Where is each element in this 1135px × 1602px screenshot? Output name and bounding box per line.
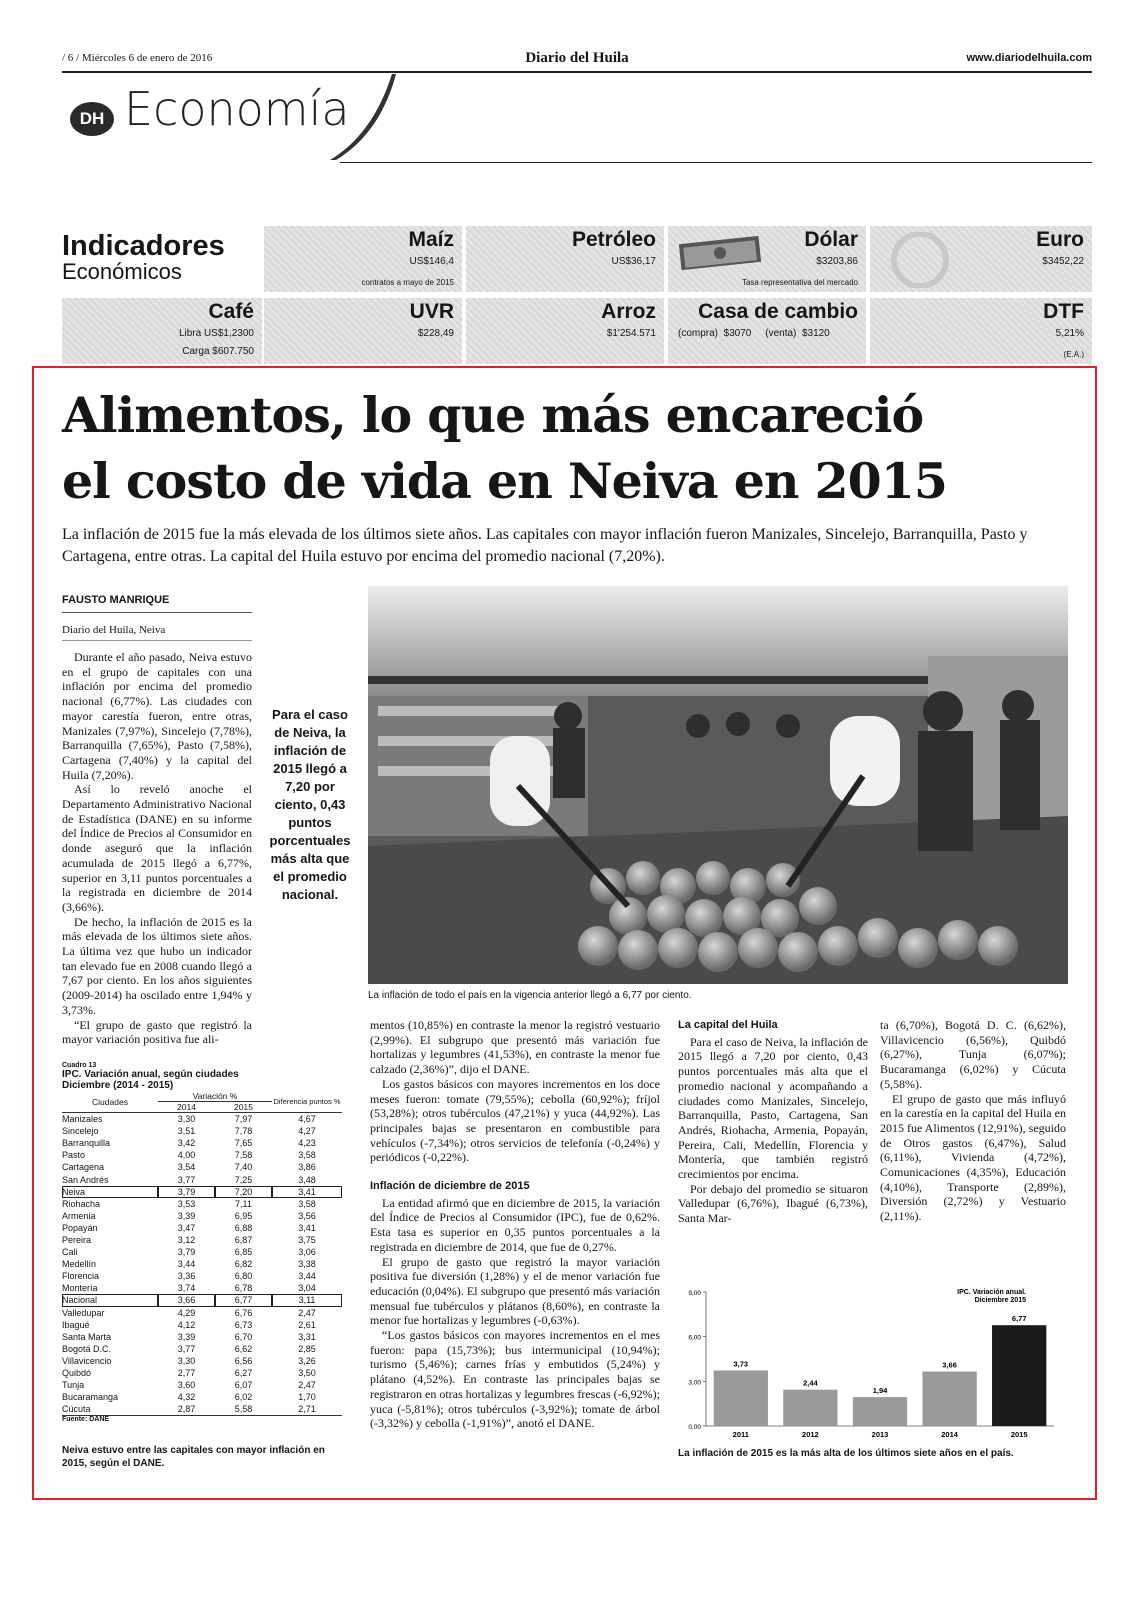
table-row bbox=[62, 1307, 342, 1319]
page-header bbox=[62, 52, 1092, 70]
table-row bbox=[62, 1113, 342, 1126]
table-number: Cuadro 13 bbox=[62, 1062, 97, 1069]
value-cell: 4,67 bbox=[298, 1114, 316, 1125]
table-row bbox=[62, 1355, 342, 1367]
value-cell: 2,47 bbox=[298, 1380, 316, 1391]
value-cell: 3,06 bbox=[298, 1247, 316, 1258]
table-row bbox=[62, 1282, 342, 1294]
indicators-heading bbox=[62, 230, 262, 285]
header-difference: Diferencia puntos % bbox=[272, 1091, 342, 1113]
section-title: Economía bbox=[124, 82, 350, 136]
table-row bbox=[62, 1210, 342, 1222]
city-cell: Cartagena bbox=[62, 1162, 105, 1173]
banknote-icon bbox=[676, 232, 766, 272]
value-cell: 3,30 bbox=[177, 1355, 196, 1366]
header-2014: 2014 bbox=[158, 1102, 215, 1113]
lead-paragraph: La inflación de 2015 fue la más elevada de los últimos siete años. Las capitales con mayor inflación fueron Manizales, Sincelejo, Barranquilla, Pasto y Cartagena, entre otras. La capital del Huila estuvo por encima del promedio nacional (7,20%). bbox=[62, 526, 1028, 565]
city-cell: Bucaramanga bbox=[62, 1392, 119, 1403]
value-cell: 3,66 bbox=[158, 1294, 215, 1306]
header-variation: Variación % bbox=[158, 1091, 272, 1102]
table-row bbox=[62, 1343, 342, 1355]
euro-icon bbox=[890, 232, 950, 288]
city-cell: Medellín bbox=[62, 1259, 97, 1270]
value-cell: 2,61 bbox=[298, 1319, 316, 1330]
header-2015: 2015 bbox=[215, 1102, 272, 1113]
value-cell: 6,85 bbox=[234, 1247, 253, 1258]
value-cell: 6,78 bbox=[234, 1283, 253, 1294]
paragraph: El grupo de gasto que más influyó en la carestía en la capital del Huila en 2015 fue Alimentos (12,91%), seguido de Otros gastos (6,47%), Salud (6,11%), Vivienda (4,72%), Comunicaciones (4,35%), Educación (4,10%), Transporte (2,89%), Diversión (2,72%) y Vestuario (2,11%). bbox=[880, 1091, 1066, 1224]
indicator-dtf: DTF 5,21% (E.A.) bbox=[870, 298, 1092, 364]
value-cell: 3,44 bbox=[298, 1271, 316, 1282]
value-cell: 6,27 bbox=[234, 1368, 253, 1379]
value-cell: 3,47 bbox=[177, 1222, 196, 1233]
table-source: Fuente: DANE bbox=[62, 1415, 342, 1423]
bar-value-label: 3,66 bbox=[942, 1360, 957, 1370]
indicator-arroz: Arroz $1'254.571 bbox=[466, 298, 664, 364]
city-cell: Sincelejo bbox=[62, 1126, 99, 1137]
value-cell: 6,82 bbox=[234, 1259, 253, 1270]
bar-value-label: 1,94 bbox=[872, 1386, 888, 1396]
value-cell: 3,31 bbox=[298, 1331, 316, 1342]
value-cell: 2,47 bbox=[298, 1307, 316, 1318]
value-cell: 6,73 bbox=[234, 1319, 253, 1330]
value-cell: 3,39 bbox=[177, 1210, 196, 1221]
city-cell: Pasto bbox=[62, 1150, 86, 1161]
indicator-casa-de-cambio: Casa de cambio (compra) $3070 (venta) $3120 bbox=[668, 298, 866, 364]
city-cell: Florencia bbox=[62, 1271, 100, 1282]
city-cell: Cúcuta bbox=[62, 1404, 91, 1415]
x-tick-label: 2015 bbox=[1010, 1430, 1028, 1439]
bar-value-label: 6,77 bbox=[1011, 1314, 1027, 1324]
produce-stand-illustration bbox=[368, 586, 1068, 984]
headline bbox=[62, 382, 1092, 514]
table-title-2: Diciembre (2014 - 2015) bbox=[62, 1080, 174, 1091]
bar-2013 bbox=[853, 1397, 907, 1426]
value-cell: 3,58 bbox=[298, 1198, 316, 1209]
value-cell: 6,88 bbox=[234, 1222, 253, 1233]
header-rule bbox=[62, 71, 1092, 73]
section-swoosh bbox=[330, 72, 410, 164]
table-row bbox=[62, 1403, 342, 1415]
value-cell: 7,11 bbox=[235, 1198, 252, 1209]
value-cell: 3,60 bbox=[177, 1380, 196, 1391]
value-cell: 6,76 bbox=[234, 1307, 253, 1318]
bar-2012 bbox=[783, 1390, 837, 1426]
table-row bbox=[62, 1270, 342, 1282]
city-cell: Bogotá D.C. bbox=[62, 1343, 112, 1354]
paragraph: ta (6,70%), Bogotá D. C. (6,62%), Villavicencio (6,56%), Quibdó (6,27%), Tunja (6,07%); Bucaramanga (6,02%) y Cúcuta (5,58%). bbox=[880, 1018, 1066, 1091]
value-cell: 3,51 bbox=[177, 1126, 196, 1137]
pull-quote: Para el caso de Neiva, la inflación de 2015 llegó a 7,20 por ciento, 0,43 puntos porcentuales más alta que el promedio nacional. bbox=[269, 707, 351, 902]
table-caption: Neiva estuvo entre las capitales con mayor inflación en 2015, según el DANE. bbox=[62, 1445, 325, 1469]
value-cell: 3,44 bbox=[177, 1259, 196, 1270]
table-row bbox=[62, 1222, 342, 1234]
website-link[interactable]: www.diariodelhuila.com bbox=[966, 52, 1092, 64]
header-cities: Ciudades bbox=[62, 1091, 158, 1113]
table-row bbox=[62, 1173, 342, 1185]
bar-value-label: 3,73 bbox=[733, 1359, 749, 1369]
indicator-maiz: Maíz US$146,4 contratos a mayo de 2015 bbox=[264, 226, 462, 292]
table-row bbox=[62, 1319, 342, 1331]
city-cell: Santa Marta bbox=[62, 1331, 112, 1342]
value-cell: 2,71 bbox=[298, 1404, 316, 1415]
value-cell: 4,29 bbox=[177, 1307, 196, 1318]
value-cell: 3,58 bbox=[298, 1150, 316, 1161]
city-cell: Ibagué bbox=[62, 1319, 90, 1330]
city-cell: Neiva bbox=[62, 1186, 158, 1198]
ipc-table-body bbox=[62, 1113, 342, 1416]
value-cell: 6,07 bbox=[234, 1380, 253, 1391]
value-cell: 7,78 bbox=[234, 1126, 253, 1137]
value-cell: 3,38 bbox=[298, 1259, 316, 1270]
value-cell: 7,58 bbox=[234, 1150, 253, 1161]
byline: FAUSTO MANRIQUE bbox=[62, 594, 252, 613]
value-cell: 3,86 bbox=[298, 1162, 316, 1173]
value-cell: 3,53 bbox=[177, 1198, 196, 1209]
value-cell: 3,41 bbox=[272, 1186, 342, 1198]
value-cell: 6,80 bbox=[234, 1271, 253, 1282]
table-row bbox=[62, 1137, 342, 1149]
table-row bbox=[62, 1161, 342, 1173]
column-4 bbox=[880, 1018, 1066, 1224]
value-cell: 3,36 bbox=[177, 1271, 196, 1282]
table-row bbox=[62, 1149, 342, 1161]
paragraph: La entidad afirmó que en diciembre de 2015, la variación del Índice de Precios al Consumidor (IPC), fue de 0,62%. Esta tasa es superior en 0,35 puntos porcentuales a la registrada en diciembre de 2014, que fue de 0,27%. bbox=[370, 1195, 660, 1254]
value-cell: 1,70 bbox=[298, 1392, 316, 1403]
value-cell: 4,23 bbox=[298, 1138, 316, 1149]
city-cell: San Andrés bbox=[62, 1174, 109, 1185]
bar-2014 bbox=[922, 1372, 976, 1426]
y-tick-label: 9,00 bbox=[688, 1290, 701, 1297]
dh-logo: DH bbox=[70, 102, 114, 136]
value-cell: 3,12 bbox=[177, 1234, 196, 1245]
paragraph: mentos (10,85%) en contraste la menor la registró vestuario (2,99%). El subgrupo que presentó más variación fue hortalizas y legumbres (41,53%), en contraste la menor fue calzado (2,36%)”, dijo el DANE. bbox=[370, 1018, 660, 1077]
value-cell: 6,70 bbox=[234, 1331, 253, 1342]
column-1 bbox=[62, 650, 252, 1047]
city-cell: Manizales bbox=[62, 1114, 103, 1125]
x-tick-label: 2013 bbox=[871, 1430, 889, 1439]
value-cell: 6,77 bbox=[215, 1294, 272, 1306]
paragraph: De hecho, la inflación de 2015 es la más elevada de los últimos siete años. La última vez que hubo un indicador tan elevado fue en 2008 cuando llegó a 7,67 por ciento. En los años siguientes (2009-2014) ha oscilado entre 1,94% y 3,73%. bbox=[62, 914, 252, 1017]
value-cell: 3,48 bbox=[298, 1174, 316, 1185]
value-cell: 3,56 bbox=[298, 1210, 316, 1221]
x-tick-label: 2014 bbox=[941, 1430, 958, 1439]
table-row bbox=[62, 1294, 342, 1306]
table-row bbox=[62, 1379, 342, 1391]
column-3 bbox=[678, 1014, 868, 1226]
inflation-bar-chart bbox=[672, 1280, 1064, 1440]
value-cell: 4,32 bbox=[177, 1392, 196, 1403]
table-row bbox=[62, 1258, 342, 1270]
value-cell: 4,12 bbox=[177, 1319, 196, 1330]
value-cell: 7,25 bbox=[234, 1174, 253, 1185]
y-tick-label: 3,00 bbox=[688, 1379, 701, 1387]
y-tick-label: 0,00 bbox=[688, 1424, 701, 1431]
city-cell: Quibdó bbox=[62, 1368, 92, 1379]
paragraph: “El grupo de gasto que registró la mayor variación positiva fue ali- bbox=[62, 1017, 252, 1047]
value-cell: 6,87 bbox=[234, 1234, 253, 1245]
value-cell: 3,54 bbox=[177, 1162, 196, 1173]
value-cell: 3,39 bbox=[177, 1331, 196, 1342]
value-cell: 7,20 bbox=[215, 1186, 272, 1198]
value-cell: 2,85 bbox=[298, 1343, 316, 1354]
value-cell: 3,04 bbox=[298, 1283, 316, 1294]
ipc-table-box bbox=[62, 1062, 342, 1423]
value-cell: 3,75 bbox=[298, 1234, 316, 1245]
column-2 bbox=[370, 1018, 660, 1431]
value-cell: 3,79 bbox=[177, 1247, 196, 1258]
indicator-euro: Euro $3452,22 bbox=[870, 226, 1092, 292]
table-row bbox=[62, 1125, 342, 1137]
city-cell: Armenia bbox=[62, 1210, 96, 1221]
value-cell: 5,58 bbox=[234, 1404, 253, 1415]
dateline: Diario del Huila, Neiva bbox=[62, 624, 252, 641]
paragraph: Durante el año pasado, Neiva estuvo en el grupo de capitales con una inflación por encima del promedio nacional (6,77%). Las ciudades con mayor carestía fueron, entre otras, Manizales (7,97%), Sincelejo (7,78%), Barranquilla (7,65%), Pasto (7,58%), Cartagena (7,40%) y la capital del Huila (7,20%). bbox=[62, 650, 252, 782]
section-rule bbox=[340, 162, 1092, 163]
indicators-subtitle: Económicos bbox=[62, 259, 182, 284]
value-cell: 4,00 bbox=[177, 1150, 196, 1161]
subheading-capital: La capital del Huila bbox=[678, 1019, 778, 1031]
value-cell: 2,87 bbox=[177, 1404, 196, 1415]
value-cell: 3,77 bbox=[177, 1174, 196, 1185]
chart-title-line: Diciembre 2015 bbox=[974, 1297, 1026, 1304]
page-date: / 6 / Miércoles 6 de enero de 2016 bbox=[62, 52, 213, 64]
city-cell: Villavicencio bbox=[62, 1355, 112, 1366]
city-cell: Valledupar bbox=[62, 1307, 105, 1318]
value-cell: 3,77 bbox=[177, 1343, 196, 1354]
table-row bbox=[62, 1367, 342, 1379]
value-cell: 6,02 bbox=[234, 1392, 253, 1403]
table-row bbox=[62, 1186, 342, 1198]
chart-title-line: IPC. Variación anual. bbox=[957, 1289, 1026, 1296]
value-cell: 7,97 bbox=[234, 1114, 253, 1125]
bar-2015 bbox=[992, 1325, 1046, 1426]
value-cell: 2,77 bbox=[177, 1368, 196, 1379]
y-tick-label: 6,00 bbox=[688, 1334, 701, 1342]
indicator-cafe: Café Libra US$1,2300 Carga $607.750 bbox=[62, 298, 262, 364]
value-cell: 3,79 bbox=[158, 1186, 215, 1198]
value-cell: 3,26 bbox=[298, 1355, 316, 1366]
city-cell: Popayán bbox=[62, 1222, 98, 1233]
city-cell: Barranquilla bbox=[62, 1138, 111, 1149]
value-cell: 3,41 bbox=[298, 1222, 316, 1233]
bar-value-label: 2,44 bbox=[803, 1378, 818, 1388]
headline-line-1: Alimentos, lo que más encareció bbox=[62, 386, 924, 444]
paragraph: Así lo reveló anoche el Departamento Administrativo Nacional de Estadística (DANE) en su informe del Índice de Precios al Consumidor en donde aseguró que la inflación acumulada de 2015 llegó a 6,77%, superior en 3,11 puntos porcentuales a la registrada en diciembre de 2014 (3,66%). bbox=[62, 782, 252, 914]
value-cell: 6,62 bbox=[234, 1343, 253, 1354]
value-cell: 3,42 bbox=[177, 1138, 196, 1149]
table-row bbox=[62, 1234, 342, 1246]
paragraph: “Los gastos básicos con mayores incrementos en el mes fueron: papa (15,73%); bus intermunicipal (10,94%); turismo (5,46%); carnes frías y embutidos (5,24%) y plátano (4,52%). En contraste las principales bajas se registraron en otras hortalizas y legumbres frescas (-6,92%); yuca (-5,81%); otros tubérculos (-3,92%); tomate de árbol (-3,32%) y cebolla (-1,91%)”, anotó el DANE. bbox=[370, 1328, 660, 1431]
indicators-title: Indicadores bbox=[62, 230, 225, 262]
table-title-1: IPC. Variación anual, según ciudades bbox=[62, 1069, 239, 1080]
city-cell: Tunja bbox=[62, 1380, 85, 1391]
paragraph: El grupo de gasto que registró la mayor variación positiva fue diversión (1,28%) y el de menor variación fue educación (0,04%). El subgrupo que presentó más variación mensual fue tubérculos y plátanos (8,60%), en contraste la menor fue hortalizas y legumbres (-0,63%). bbox=[370, 1254, 660, 1328]
indicator-uvr: UVR $228,49 bbox=[264, 298, 462, 364]
indicators-panel bbox=[62, 226, 1092, 364]
photo-caption: La inflación de todo el país en la vigencia anterior llegó a 6,77 por ciento. bbox=[368, 990, 692, 1001]
indicator-petroleo: Petróleo US$36,17 bbox=[466, 226, 664, 292]
subheading-december: Inflación de diciembre de 2015 bbox=[370, 1180, 530, 1193]
value-cell: 3,11 bbox=[272, 1294, 342, 1306]
paragraph: Para el caso de Neiva, la inflación de 2015 llegó a 7,20 por ciento, 0,43 puntos porcentuales más alta que el promedio nacional y acompañando a ciudades como Manizales, Sincelejo, Barranquilla, Pasto, Cartagena, San Andrés, Riohacha, Armenia, Popayán, Pereira, Cali, Medellín, Florencia y Montería, que también registró crecimientos por encima. bbox=[678, 1034, 868, 1182]
city-cell: Cali bbox=[62, 1247, 78, 1258]
table-row bbox=[62, 1246, 342, 1258]
table-row bbox=[62, 1331, 342, 1343]
value-cell: 3,50 bbox=[298, 1368, 316, 1379]
paragraph: Los gastos básicos con mayores incrementos en los doce meses fueron: tomate (79,55%); cebolla (60,92%); fríjol (53,28%); otros tubérculos (47,21%) y yuca (44,92%). Las principales bajas se presentaron en combustible para vehículos (-7,34%); otros servicios de telefonía (-0,24%) y periódicos (-0,22%). bbox=[370, 1076, 660, 1165]
market-photo bbox=[368, 586, 1068, 984]
x-tick-label: 2011 bbox=[732, 1430, 749, 1439]
chart-caption: La inflación de 2015 es la más alta de los últimos siete años en el país. bbox=[678, 1448, 1014, 1459]
table-row bbox=[62, 1391, 342, 1403]
value-cell: 3,30 bbox=[177, 1114, 196, 1125]
value-cell: 7,65 bbox=[234, 1138, 253, 1149]
indicator-dolar: Dólar $3203,86 Tasa representativa del mercado bbox=[668, 226, 866, 292]
value-cell: 3,74 bbox=[177, 1283, 196, 1294]
bar-2011 bbox=[714, 1370, 768, 1426]
city-cell: Nacional bbox=[62, 1294, 158, 1306]
masthead: Diario del Huila bbox=[525, 50, 629, 66]
city-cell: Riohacha bbox=[62, 1198, 101, 1209]
table-row bbox=[62, 1198, 342, 1210]
ipc-table bbox=[62, 1091, 342, 1415]
paragraph: Por debajo del promedio se situaron Valledupar (6,76%), Ibagué (6,73%), Santa Mar- bbox=[678, 1181, 868, 1226]
value-cell: 6,95 bbox=[234, 1210, 253, 1221]
city-cell: Montería bbox=[62, 1283, 98, 1294]
x-tick-label: 2012 bbox=[802, 1430, 819, 1439]
value-cell: 4,27 bbox=[298, 1126, 316, 1137]
value-cell: 7,40 bbox=[234, 1162, 253, 1173]
headline-line-2: el costo de vida en Neiva en 2015 bbox=[62, 452, 947, 510]
city-cell: Pereira bbox=[62, 1234, 92, 1245]
value-cell: 6,56 bbox=[234, 1355, 253, 1366]
